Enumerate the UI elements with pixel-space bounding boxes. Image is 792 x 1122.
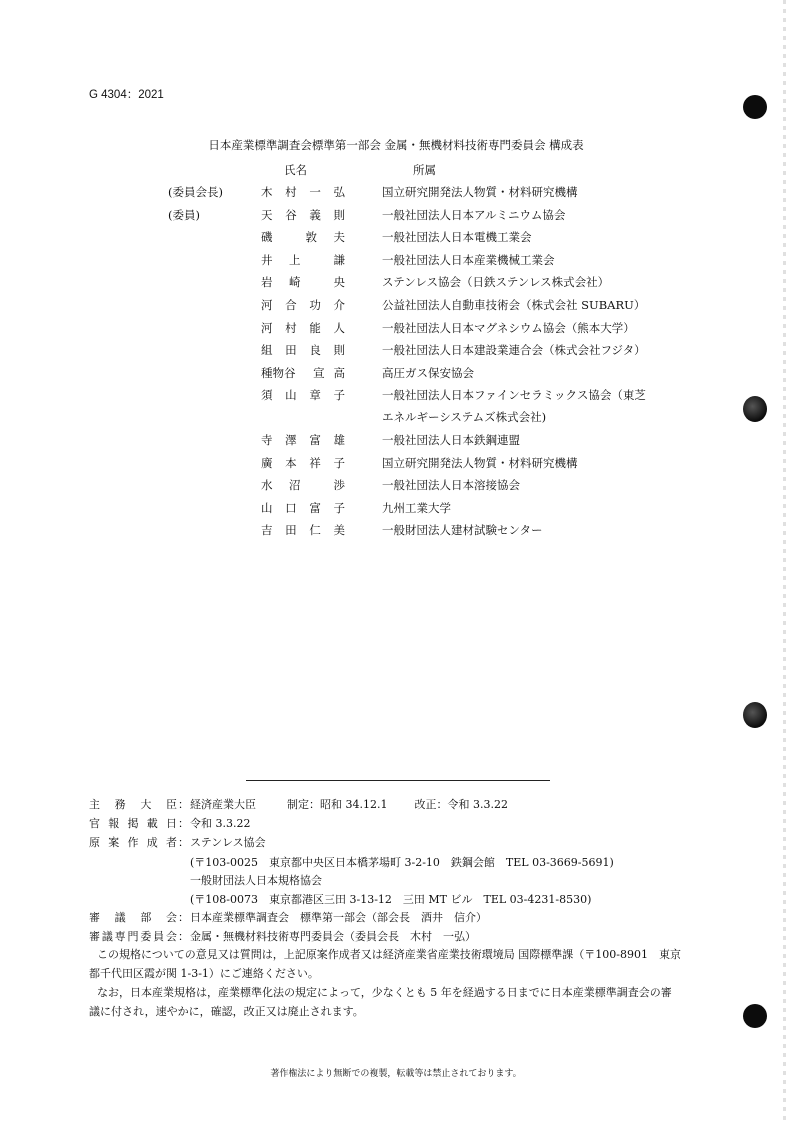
member-role: (委員会長) [168, 185, 223, 199]
member-name: 井 上 謙 [261, 252, 345, 267]
member-row [0, 207, 792, 229]
member-affiliation: 一般社団法人日本ファインセラミックス協会（東芝 [382, 388, 646, 403]
member-row [0, 297, 792, 319]
member-name: 須 山 章 子 [261, 388, 345, 403]
minister-row: 主 務 大 臣 ： 経済産業大臣 制定：昭和 34.12.1 改正：令和 3.3.22 [89, 798, 508, 811]
member-affiliation: 一般社団法人日本鉄鋼連盟 [382, 433, 520, 447]
member-name: 吉 田 仁 美 [261, 523, 345, 538]
member-affiliation: 一般社団法人日本マグネシウム協会（熊本大学） [382, 320, 635, 335]
enacted-date: 制定：昭和 34.12.1 [287, 798, 388, 811]
member-name: 岩 崎 央 [261, 275, 345, 290]
member-row [0, 342, 792, 364]
member-name: 寺 澤 富 雄 [261, 433, 345, 447]
review-note-line-2: 議に付され，速やかに，確認，改正又は廃止されます。 [89, 1005, 364, 1018]
member-affiliation-cont: エネルギーシステムズ株式会社) [382, 410, 547, 425]
member-row [0, 455, 792, 477]
member-row [0, 229, 792, 251]
minister-value: 経済産業大臣 [190, 798, 256, 811]
expert-committee-row: 審 議 専 門 委 員 会 ： 金属・無機材料技術専門委員会（委員会長 木村 一弘） [89, 930, 476, 943]
member-affiliation: 一般社団法人日本建設業連合会（株式会社フジタ） [382, 343, 646, 358]
drafter-label: 原 案 作 成 者 [89, 836, 177, 849]
member-name: 河 村 能 人 [261, 320, 345, 335]
member-name: 種物谷 宣 高 [261, 365, 345, 380]
member-name: 廣 本 祥 子 [261, 455, 345, 470]
member-name: 木 村 一 弘 [261, 185, 345, 199]
member-row [0, 477, 792, 499]
member-affiliation: 一般社団法人日本産業機械工業会 [382, 252, 555, 267]
member-affiliation: 一般社団法人日本溶接協会 [382, 478, 520, 493]
member-row [0, 320, 792, 342]
revised-date: 改正：令和 3.3.22 [414, 798, 508, 811]
council-value: 日本産業標準調査会 標準第一部会（部会長 酒井 信介） [190, 911, 487, 924]
member-affiliation: 公益社団法人自動車技術会（株式会社 SUBARU） [382, 298, 646, 312]
member-affiliation: 一般財団法人建材試験センター [382, 523, 543, 538]
member-name: 磯 敦 夫 [261, 230, 345, 245]
member-row [0, 274, 792, 296]
drafter-value: ステンレス協会 [190, 836, 266, 849]
member-affiliation: 高圧ガス保安協会 [382, 365, 474, 380]
expert-committee-value: 金属・無機材料技術専門委員会（委員会長 木村 一弘） [190, 930, 476, 943]
member-affiliation: 一般社団法人日本電機工業会 [382, 230, 532, 245]
member-affiliation: 国立研究開発法人物質・材料研究機構 [382, 185, 578, 199]
council-row: 審 議 部 会 ： 日本産業標準調査会 標準第一部会（部会長 酒井 信介） [89, 911, 487, 924]
punch-hole-2 [743, 396, 767, 422]
inquiry-note-line-2: 都千代田区霞が関 1-3-1）にご連絡ください。 [89, 967, 319, 980]
affiliation-column-header: 所属 [413, 163, 436, 177]
member-affiliation: 九州工業大学 [382, 500, 451, 515]
expert-committee-label: 審 議 専 門 委 員 会 [89, 930, 177, 943]
committee-table-title: 日本産業標準調査会標準第一部会 金属・無機材料技術専門委員会 構成表 [208, 138, 584, 152]
member-row [0, 184, 792, 206]
member-row [0, 522, 792, 544]
drafter-address-1: (〒103-0025 東京都中央区日本橋茅場町 3-2-10 鉄鋼会館 TEL 03-3669-5691) [190, 856, 614, 869]
inquiry-note-line-1: この規格についての意見又は質問は，上記原案作成者又は経済産業省産業技術環境局 国際標準課（〒100-8901 東京 [97, 948, 681, 961]
member-name: 山 口 富 子 [261, 500, 345, 515]
drafter-row: 原 案 作 成 者 ： ステンレス協会 [89, 836, 266, 849]
member-row [0, 365, 792, 387]
council-label: 審 議 部 会 [89, 911, 177, 924]
member-affiliation: 国立研究開発法人物質・材料研究機構 [382, 455, 578, 470]
member-name: 組 田 良 則 [261, 343, 345, 358]
name-column-header: 氏名 [284, 163, 307, 177]
gazette-row: 官 報 掲 載 日 ： 令和 3.3.22 [89, 817, 251, 830]
member-row [0, 252, 792, 274]
review-note-line-1: なお，日本産業規格は，産業標準化法の規定によって，少なくとも 5 年を経過する日までに日本産業標準調査会の審 [97, 986, 672, 999]
member-name: 天 谷 義 則 [261, 207, 345, 222]
member-row [0, 432, 792, 454]
punch-hole-1 [743, 95, 767, 119]
member-name: 水 沼 渉 [261, 478, 345, 493]
member-role: (委員) [168, 207, 200, 222]
member-row [0, 387, 792, 425]
member-name: 河 合 功 介 [261, 298, 345, 312]
member-row [0, 500, 792, 522]
gazette-label: 官 報 掲 載 日 [89, 817, 177, 830]
minister-label: 主 務 大 臣 [89, 798, 177, 811]
drafter-org-2: 一般財団法人日本規格協会 [190, 874, 322, 887]
standard-code: G 4304：2021 [89, 89, 164, 101]
drafter-address-2: (〒108-0073 東京都港区三田 3-13-12 三田 MT ビル TEL 03-4231-8530) [190, 893, 592, 906]
member-affiliation: ステンレス協会（日鉄ステンレス株式会社） [382, 275, 610, 290]
scan-edge-mark [783, 0, 786, 1122]
punch-hole-4 [743, 1004, 767, 1028]
gazette-value: 令和 3.3.22 [190, 817, 251, 830]
punch-hole-3 [743, 702, 767, 728]
copyright-notice: 著作権法により無断での複製，転載等は禁止されております。 [270, 1069, 522, 1079]
member-affiliation: 一般社団法人日本アルミニウム協会 [382, 207, 566, 222]
divider-line [246, 780, 550, 781]
